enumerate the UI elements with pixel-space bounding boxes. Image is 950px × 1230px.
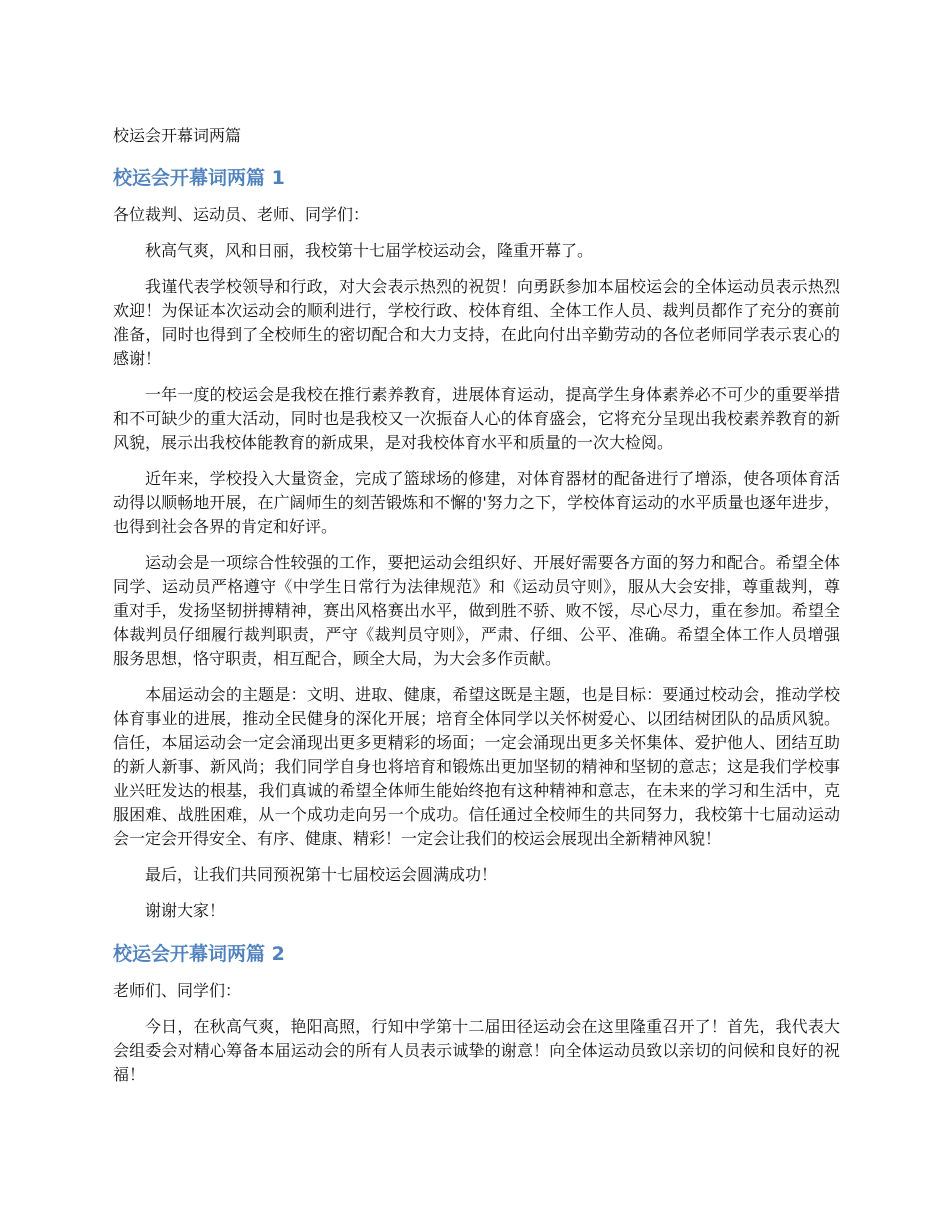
- paragraph: 一年一度的校运会是我校在推行素养教育，进展体育运动，提高学生身体素养必不可少的重要举措和不可缺少的重大活动，同时也是我校又一次振奋人心的体育盛会，它将充分呈现出我校素养教育的新风貌，展示出我校体能教育的新成果，是对我校体育水平和质量的一次大检阅。: [113, 385, 840, 452]
- paragraph: 本届运动会的主题是：文明、进取、健康，希望这既是主题，也是目标：要通过校动会，推动学校体育事业的进展，推动全民健身的深化开展；培育全体同学以关怀树爱心、以团结树团队的品质风貌。信任，本届运动会一定会涌现出更多更精彩的场面；一定会涌现出更多关怀集体、爱护他人、团结互助的新人新事、新风尚；我们同学自身也将培育和锻炼出更加坚韧的精神和坚韧的意志；这是我们学校事业兴旺发达的根基，我们真诚的希望全体师生能始终抱有这种精神和意志，在未来的学习和生活中，克服困难、战胜困难，从一个成功走向另一个成功。信任通过全校师生的共同努力，我校第十七届动运动会一定会开得安全、有序、健康、精彩！一定会让我们的校运会展现出全新精神风貌！: [113, 685, 840, 848]
- paragraph: 最后，让我们共同预祝第十七届校运会圆满成功！: [145, 865, 498, 884]
- section-heading-1: 校运会开幕词两篇 1: [113, 167, 285, 189]
- document-title: 校运会开幕词两篇: [113, 126, 242, 145]
- paragraph: 秋高气爽，风和日丽，我校第十七届学校运动会，隆重开幕了。: [145, 241, 594, 260]
- paragraph: 我谨代表学校领导和行政，对大会表示热烈的祝贺！向勇跃参加本届校运会的全体运动员表示热烈欢迎！为保证本次运动会的顺利进行，学校行政、校体育组、全体工作人员、裁判员都作了充分的赛前准备，同时也得到了全校师生的密切配合和大力支持，在此向付出辛勤劳动的各位老师同学表示衷心的感谢！: [113, 277, 840, 368]
- paragraph: 运动会是一项综合性较强的工作，要把运动会组织好、开展好需要各方面的努力和配合。希望全体同学、运动员严格遵守《中学生日常行为法律规范》和《运动员守则》，服从大会安排，尊重裁判，尊重对手，发扬坚韧拼搏精神，赛出风格赛出水平，做到胜不骄、败不馁，尽心尽力，重在参加。希望全体裁判员仔细履行裁判职责，严守《裁判员守则》，严肃、仔细、公平、准确。希望全体工作人员增强服务思想，恪守职责，相互配合，顾全大局，为大会多作贡献。: [113, 553, 840, 668]
- section-heading-2: 校运会开幕词两篇 2: [113, 943, 285, 965]
- paragraph: 今日，在秋高气爽，艳阳高照，行知中学第十二届田径运动会在这里隆重召开了！首先，我代表大会组委会对精心筹备本届运动会的所有人员表示诚挚的谢意！向全体运动员致以亲切的问候和良好的祝福！: [113, 1017, 840, 1084]
- paragraph: 谢谢大家！: [145, 901, 226, 920]
- salutation-1: 各位裁判、运动员、老师、同学们：: [113, 205, 370, 224]
- salutation-2: 老师们、同学们：: [113, 981, 242, 1000]
- document-page: [113, 124, 840, 1087]
- paragraph: 近年来，学校投入大量资金，完成了篮球场的修建，对体育器材的配备进行了增添，使各项体育活动得以顺畅地开展，在广阔师生的刻苦锻炼和不懈的'努力之下，学校体育运动的水平质量也逐年进步，也得到社会各界的肯定和好评。: [113, 469, 840, 536]
